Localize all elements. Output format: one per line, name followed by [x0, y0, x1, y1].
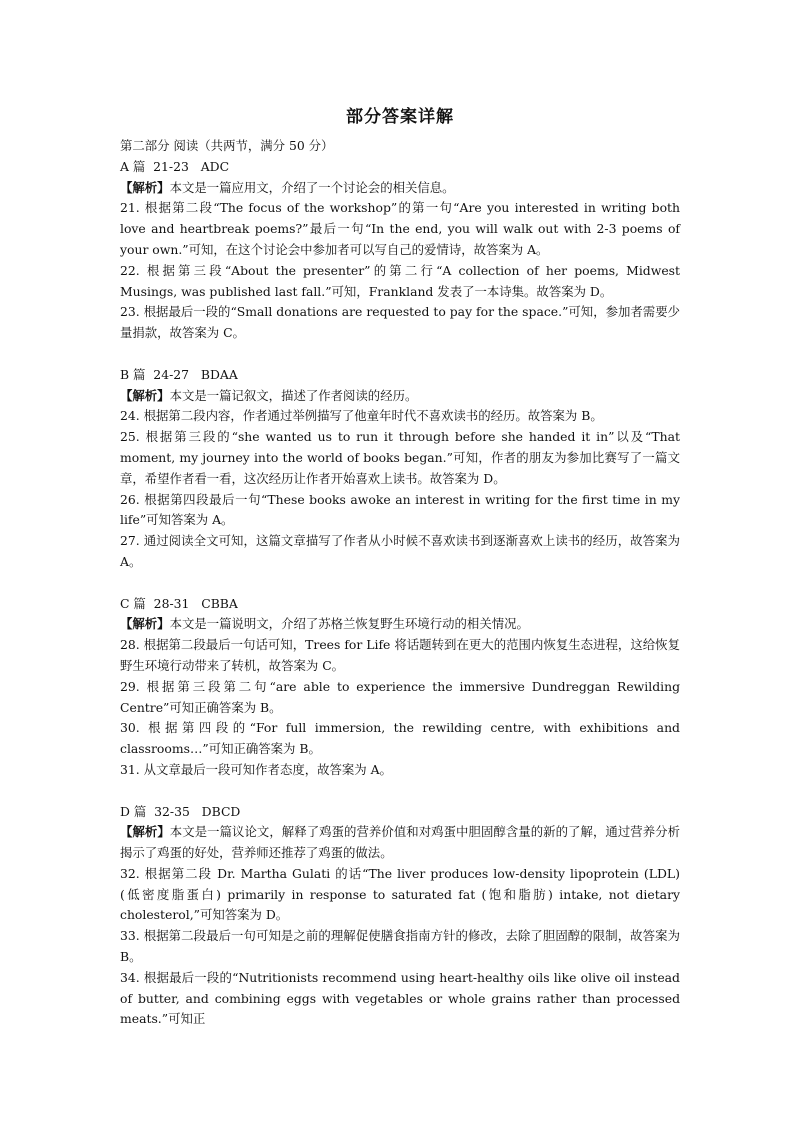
section-d-analysis — [120, 822, 680, 864]
section-b-header: B 篇 24-27 BDAA — [120, 366, 238, 382]
section-a-analysis — [120, 178, 680, 199]
spacer — [120, 344, 680, 365]
page-title: 部分答案详解 — [346, 107, 454, 127]
analysis-text: 本文是一篇应用文，介绍了一个讨论会的相关信息。 — [169, 179, 455, 195]
answer-page — [120, 100, 680, 1030]
answer-item-29: 29. 根据第三段第二句“are able to experience the immersive Dundreggan Rewilding Centre”可知正确答案为 B。 — [120, 678, 680, 715]
answer-item-23: 23. 根据最后一段的“Small donations are requested to pay for the space.”可知，参加者需要少量捐款，故答案为 C。 — [120, 304, 680, 341]
answer-item-21: 21. 根据第二段“The focus of the workshop”的第一句“Are you interested in writing both love and heartbreak poems?”最后一句“In the end, you will walk out with 2-3 poems of your own.”可知，在这个讨论会中参加者可以写自己的爱情诗，故答案为 A。 — [120, 200, 680, 257]
analysis-tag: 【解析】 — [120, 179, 170, 195]
answer-item-22: 22. 根据第三段“About the presenter”的第二行“A collection of her poems, Midwest Musings, was published last fall.”可知，Frankland 发表了一本诗集。故答案为 D。 — [120, 262, 680, 299]
answer-item-30: 30. 根据第四段的“For full immersion, the rewilding centre, with exhibitions and classrooms…”可知正确答案为 B。 — [120, 720, 680, 757]
section-c-header: C 篇 28-31 CBBA — [120, 595, 238, 611]
analysis-tag: 【解析】 — [120, 616, 170, 632]
spacer — [120, 573, 680, 594]
answer-item-28: 28. 根据第二段最后一句话可知，Trees for Life 将话题转到在更大的范围内恢复生态进程，这给恢复野生环境行动带来了转机，故答案为 C。 — [120, 637, 680, 673]
part-header: 第二部分 阅读（共两节，满分 50 分） — [120, 138, 334, 153]
answer-item-24: 24. 根据第二段内容，作者通过举例描写了他童年时代不喜欢读书的经历。故答案为 B。 — [120, 408, 603, 424]
section-d-header: D 篇 32-35 DBCD — [120, 803, 241, 819]
section-b-analysis — [120, 386, 680, 407]
section-c-analysis — [120, 614, 680, 635]
analysis-text: 本文是一篇议论文，解释了鸡蛋的营养价值和对鸡蛋中胆固醇含量的新的了解，通过营养分析揭示了鸡蛋的好处，营养师还推荐了鸡蛋的做法。 — [120, 824, 681, 861]
answer-item-33: 33. 根据第二段最后一句可知是之前的理解促使膳食指南方针的修改，去除了胆固醇的限制，故答案为 B。 — [120, 928, 680, 965]
analysis-tag: 【解析】 — [120, 387, 170, 403]
answer-item-26: 26. 根据第四段最后一句“These books awoke an interest in writing for the first time in my life”可知答案为 A。 — [120, 491, 680, 528]
answer-item-34: 34. 根据最后一段的“Nutritionists recommend using heart-healthy oils like olive oil instead of butter, and combining eggs with vegetables or whole grains rather than processed meats.”可知正 — [120, 969, 680, 1027]
analysis-text: 本文是一篇说明文，介绍了苏格兰恢复野生环境行动的相关情况。 — [169, 616, 529, 632]
answer-item-27: 27. 通过阅读全文可知，这篇文章描写了作者从小时候不喜欢读书到逐渐喜欢上读书的经历，故答案为 A。 — [120, 533, 680, 569]
analysis-text: 本文是一篇记叙文，描述了作者阅读的经历。 — [169, 387, 418, 403]
analysis-tag: 【解析】 — [120, 824, 170, 840]
answer-item-32: 32. 根据第二段 Dr. Martha Gulati 的话“The liver produces low-density lipoprotein (LDL) (低密度脂蛋白) primarily in response to saturated fat (饱和脂肪) intake, not dietary cholesterol,”可知答案为 D。 — [120, 865, 680, 923]
spacer — [120, 781, 680, 802]
answer-item-25: 25. 根据第三段的“she wanted us to run it through before she handed it in”以及“That moment, my journey into the world of books began.”可知，作者的朋友为参加比赛写了一篇文章，希望作者看一看，这次经历让作者开始喜欢上读书。故答案为 D。 — [120, 429, 680, 486]
answer-item-31: 31. 从文章最后一段可知作者态度，故答案为 A。 — [120, 761, 392, 777]
section-a-header: A 篇 21-23 ADC — [120, 158, 230, 174]
